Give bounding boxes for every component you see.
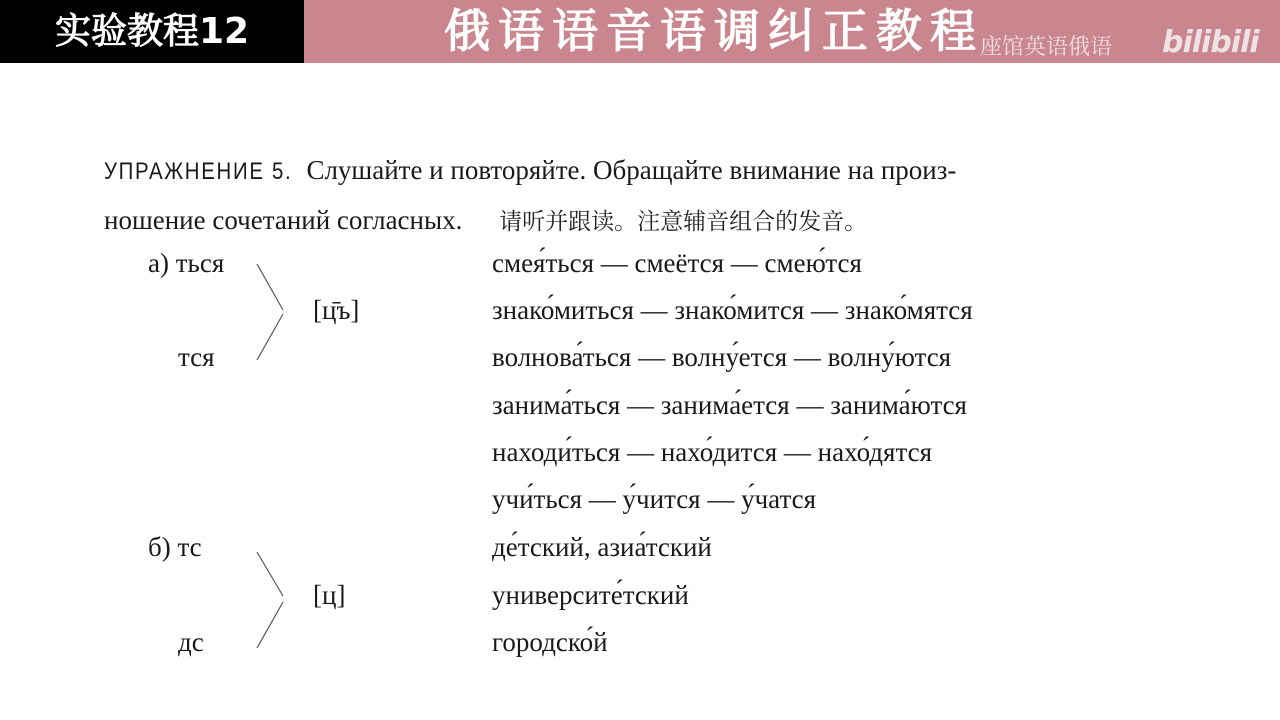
course-title-bar: [304, 0, 1280, 63]
example-line: смея́ться — смеётся — смею́тся: [492, 248, 862, 278]
example-line: городско́й: [492, 627, 608, 657]
group-b-bracket-icon: [255, 550, 285, 650]
group-a-pattern-2: тся: [178, 342, 215, 372]
instruction-text-1: Слушайте и повторяйте. Обращайте внимание на произ-: [306, 155, 957, 185]
exercise-label: УПРАЖНЕНИЕ 5.: [104, 158, 293, 185]
example-line: знако́миться — знако́мится — знако́мятся: [492, 295, 973, 325]
example-line: волнова́ться — волну́ется — волну́ются: [492, 342, 952, 372]
group-b-pattern-1: [148, 530, 202, 564]
example-line: учи́ться — у́чится — у́чатся: [492, 484, 816, 514]
course-title: 俄语语音语调纠正教程: [444, 4, 984, 58]
group-b-transcription: [ц]: [313, 580, 346, 610]
instruction-line-2: [104, 196, 1164, 246]
bilibili-logo-icon: bilibili: [1162, 25, 1259, 60]
channel-watermark: 座馆英语俄语: [980, 35, 1113, 60]
pattern-text: тс: [177, 532, 202, 562]
instruction-chinese: 请听并跟读。注意辅音组合的发音。: [499, 209, 868, 235]
group-b-pattern-2: дс: [178, 627, 204, 657]
lesson-label: 实验教程12: [0, 0, 304, 63]
group-a-pattern-1: [148, 246, 224, 280]
group-b-marker: б): [148, 532, 171, 562]
exercise-instructions: [104, 146, 1164, 246]
example-line: де́тский, азиа́тский: [492, 532, 712, 562]
group-a-marker: а): [148, 248, 169, 278]
group-a-bracket-icon: [255, 262, 285, 362]
example-line: находи́ться — нахо́дится — нахо́дятся: [492, 437, 932, 467]
pattern-text: ться: [175, 248, 225, 278]
example-line: занима́ться — занима́ется — занима́ются: [492, 390, 967, 420]
instruction-line-1: [104, 146, 1164, 196]
group-a-transcription: [ц̄ъ]: [313, 295, 360, 325]
video-header-banner: [0, 0, 1280, 63]
example-line: университе́тский: [492, 580, 689, 610]
instruction-text-2: ношение сочетаний согласных.: [104, 205, 463, 235]
